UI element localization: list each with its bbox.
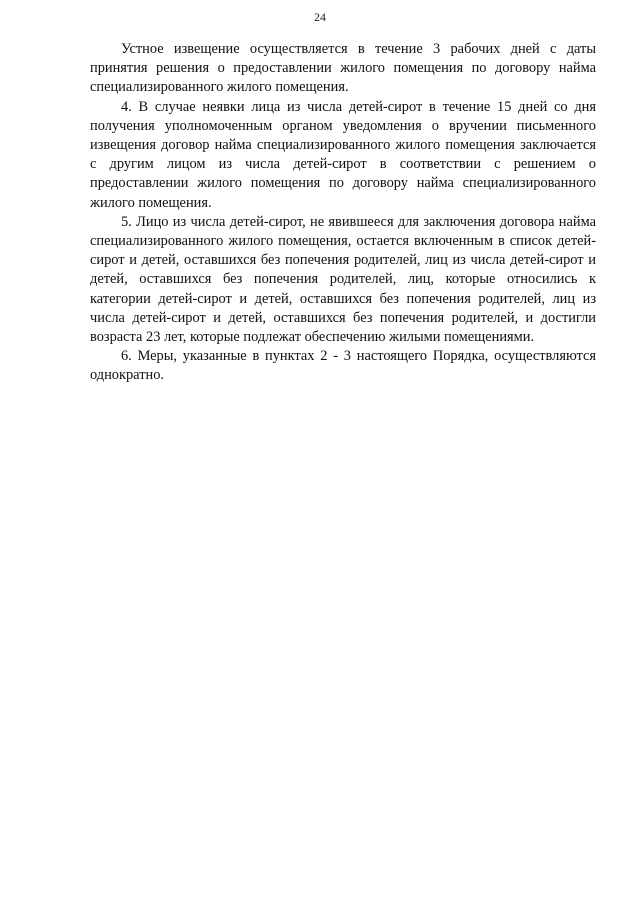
paragraph-item-4: 4. В случае неявки лица из числа детей-сирот в течение 15 дней со дня получения уполномоченным органом уведомления о вручении письменного извещения договор найма специализированного жилого помещения заключается с другим лицом из числа детей-сирот в соответствии с решением о предоставлении жилого помещения по договору найма специализированного жилого помещения. (90, 98, 596, 211)
paragraph-oral-notice: Устное извещение осуществляется в течение 3 рабочих дней с даты принятия решения о предоставлении жилого помещения по договору найма специализированного жилого помещения. (90, 41, 596, 96)
paragraph-item-6: 6. Меры, указанные в пунктах 2 - 3 настоящего Порядка, осуществляются однократно. (90, 348, 596, 384)
paragraph-item-5: 5. Лицо из числа детей-сирот, не явившееся для заключения договора найма специализированного жилого помещения, остается включенным в список детей-сирот и детей, оставшихся без попечения родителей, лиц из числа детей-сирот и детей, оставшихся без попечения родителей, лиц, которые относились к категории детей-сирот и детей, оставшихся без попечения родителей, лиц из числа детей-сирот и детей, оставшихся без попечения родителей, и достигли возраста 23 лет, которые подлежат обеспечению жилыми помещениями. (90, 213, 596, 346)
page-number: 24 (314, 10, 326, 24)
document-body (90, 40, 596, 386)
